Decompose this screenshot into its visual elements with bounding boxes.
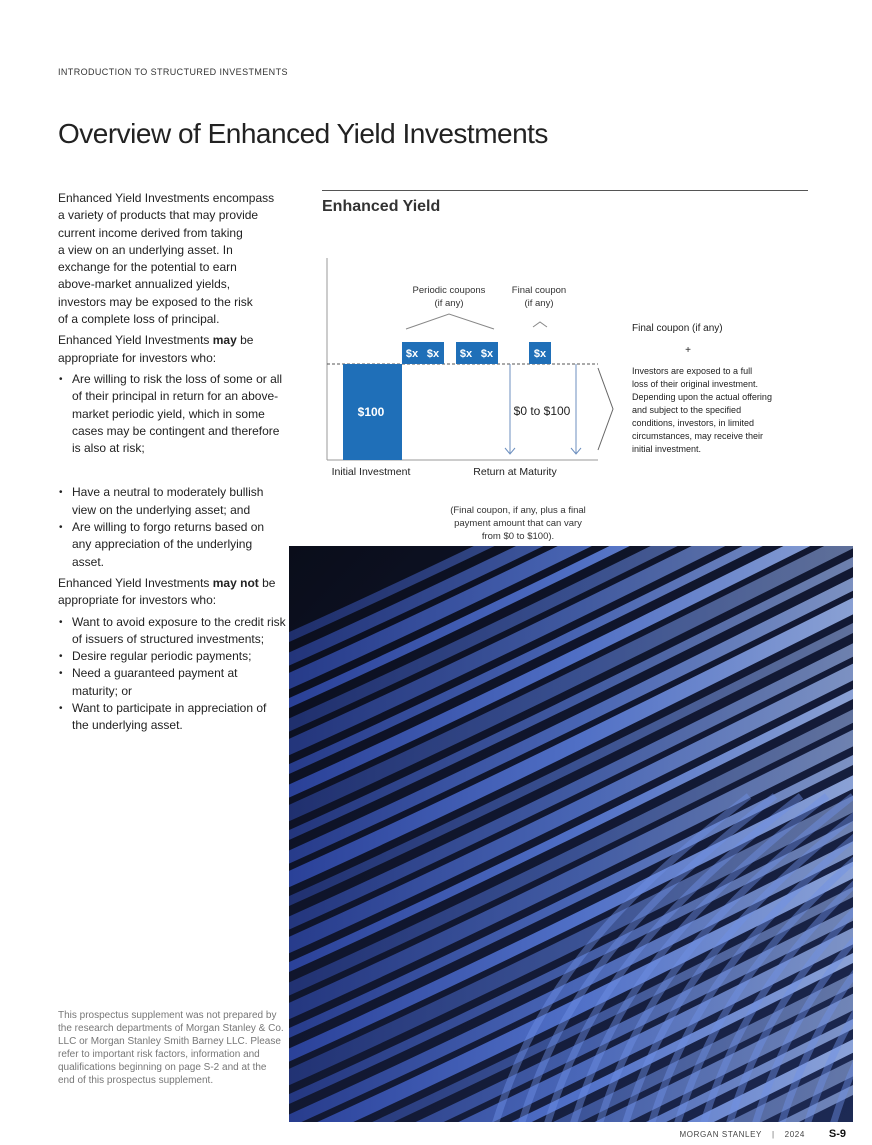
x-label-return: Return at Maturity	[473, 466, 557, 478]
coupon-label: $x	[426, 348, 440, 360]
final-coupon-label: (if any)	[524, 298, 554, 309]
side-line: initial investment.	[632, 444, 702, 454]
x-label-initial: Initial Investment	[331, 466, 411, 478]
side-line: circumstances, may receive their	[632, 431, 764, 441]
list-item: • Need a guaranteed payment at maturity; or	[58, 665, 286, 700]
periodic-bracket	[406, 314, 494, 329]
periodic-coupons-label: (if any)	[434, 298, 464, 309]
maturity-note: from $0 to $100).	[481, 531, 555, 542]
left-column	[58, 190, 286, 739]
side-line: conditions, investors, in limited	[632, 418, 755, 428]
side-line: loss of their original investment.	[632, 379, 759, 389]
side-plus: +	[685, 345, 691, 356]
periodic-coupons-label: Periodic coupons	[412, 285, 486, 296]
may-list-continued	[58, 484, 286, 570]
may-heading: Enhanced Yield Investments may be appropriate for investors who:	[58, 333, 254, 365]
footer-divider: |	[771, 1130, 775, 1139]
may-not-heading: Enhanced Yield Investments may not be appropriate for investors who:	[58, 575, 276, 608]
maturity-note: (Final coupon, if any, plus a final	[450, 505, 586, 516]
initial-bar-label: $100	[357, 405, 385, 419]
list-item: • Want to participate in appreciation of the underlying asset.	[58, 700, 286, 735]
may-not-list	[58, 614, 286, 735]
architecture-photo	[289, 546, 853, 1122]
may-not-emphasis: may not	[212, 575, 259, 590]
enhanced-yield-diagram	[300, 240, 820, 550]
intro-line: Enhanced Yield Investments encompass	[58, 191, 275, 205]
intro-line: investors may be exposed to the risk	[58, 294, 253, 309]
final-bracket	[533, 322, 547, 327]
intro-paragraph	[58, 190, 286, 328]
side-line: and subject to the specified	[632, 405, 742, 415]
footer-year: 2024	[784, 1130, 805, 1139]
intro-line: current income derived from taking	[58, 225, 243, 240]
chevron-bracket	[598, 368, 613, 450]
list-item: • Want to avoid exposure to the credit risk of issuers of structured investments;	[58, 614, 286, 649]
figure-title: Enhanced Yield	[322, 198, 441, 215]
may-list	[58, 371, 286, 457]
section-kicker: INTRODUCTION TO STRUCTURED INVESTMENTS	[58, 67, 288, 77]
maturity-note: payment amount that can vary	[454, 518, 582, 529]
coupon-label: $x	[480, 348, 494, 360]
intro-line: a view on an underlying asset. In	[58, 242, 233, 257]
may-emphasis: may	[212, 333, 237, 348]
coupon-label: $x	[405, 348, 419, 360]
list-item: • Desire regular periodic payments;	[58, 648, 286, 665]
maturity-range-label: $0 to $100	[513, 404, 571, 418]
final-coupon-label: Final coupon	[511, 285, 567, 296]
intro-line: of a complete loss of principal.	[58, 312, 220, 327]
figure-rule	[322, 190, 808, 191]
intro-line: a variety of products that may provide	[58, 208, 259, 223]
intro-line: above-market annualized yields,	[58, 277, 231, 292]
footer-brand: MORGAN STANLEY	[679, 1130, 762, 1139]
list-item: • Are willing to risk the loss of some or all of their principal in return for an above-market periodic yield, which in some cases may be contingent and therefore is also at risk;	[58, 371, 286, 457]
coupon-boxes	[402, 342, 551, 364]
list-item: • Have a neutral to moderately bullish view on the underlying asset; and	[58, 484, 286, 519]
page-title: Overview of Enhanced Yield Investments	[58, 118, 548, 149]
list-item: • Are willing to forgo returns based on any appreciation of the underlying asset.	[58, 519, 286, 571]
disclaimer-text: This prospectus supplement was not prepared by the research departments of Morgan Stanley & Co. LLC or Morgan Stanley Smith Barney LLC. Please refer to important risk factors, information and qualifications beginning on page S-2 and at the end of this prospectus supplement.	[58, 1010, 284, 1086]
page-footer	[679, 1128, 846, 1140]
side-line: Investors are exposed to a full	[632, 366, 753, 376]
side-title: Final coupon (if any)	[632, 323, 723, 334]
intro-line: exchange for the potential to earn	[58, 260, 237, 275]
coupon-label: $x	[459, 348, 473, 360]
side-line: Depending upon the actual offering	[632, 392, 772, 402]
coupon-label: $x	[533, 348, 547, 360]
page-number: S-9	[828, 1128, 846, 1140]
